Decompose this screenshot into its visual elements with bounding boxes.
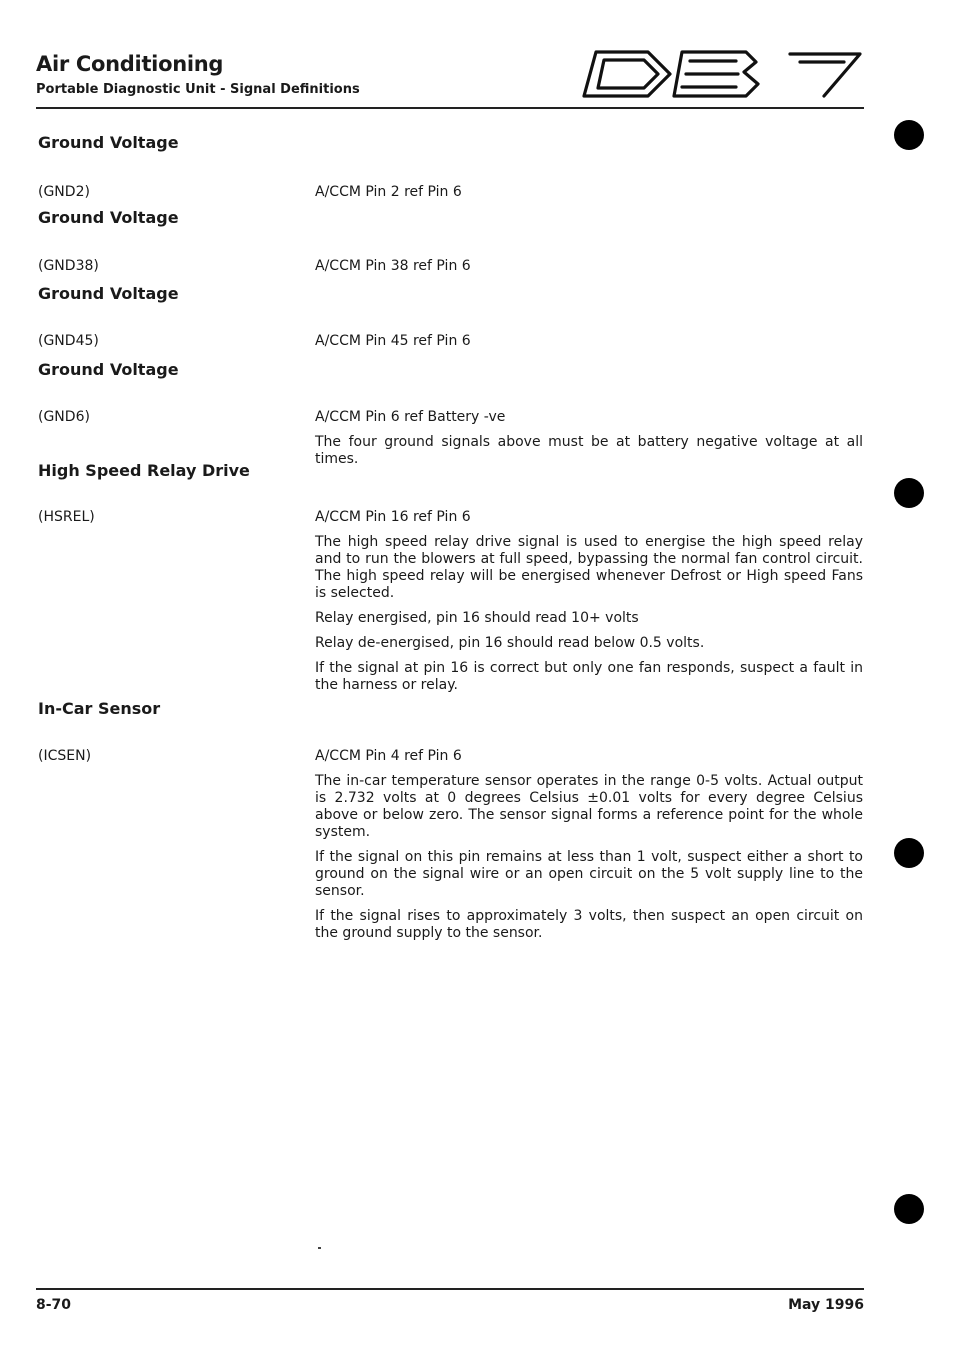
signal-description-gnd45	[315, 333, 863, 358]
paragraph: If the signal at pin 16 is correct but only one fan responds, suspect a fault in the harness or relay.	[315, 660, 863, 693]
signal-code-gnd45: (GND45)	[38, 333, 99, 349]
signal-code-gnd38: (GND38)	[38, 258, 99, 274]
page-number: 8-70	[36, 1297, 72, 1313]
binder-hole-marker	[894, 1194, 924, 1224]
footer-rule	[36, 1288, 864, 1290]
db7-logo	[578, 44, 868, 104]
signal-description-gnd38	[315, 258, 863, 283]
stray-mark	[318, 1247, 321, 1249]
section-heading-icsen: In-Car Sensor	[38, 699, 161, 718]
signal-code-gnd2: (GND2)	[38, 184, 90, 200]
binder-hole-marker	[894, 838, 924, 868]
paragraph: Relay energised, pin 16 should read 10+ volts	[315, 610, 639, 626]
paragraph: A/CCM Pin 45 ref Pin 6	[315, 333, 471, 349]
paragraph: If the signal on this pin remains at less than 1 volt, suspect either a short to ground on the signal wire or an open circuit on the 5 volt supply line to the sensor.	[315, 849, 863, 899]
signal-description-gnd2	[315, 184, 863, 209]
signal-code-gnd6: (GND6)	[38, 409, 90, 425]
signal-description-icsen	[315, 748, 863, 950]
paragraph: If the signal rises to approximately 3 volts, then suspect an open circuit on the ground supply to the sensor.	[315, 908, 863, 941]
paragraph: A/CCM Pin 16 ref Pin 6	[315, 509, 471, 525]
paragraph: A/CCM Pin 38 ref Pin 6	[315, 258, 471, 274]
signal-code-icsen: (ICSEN)	[38, 748, 92, 764]
signal-description-gnd6	[315, 409, 863, 476]
page-title: Air Conditioning	[36, 52, 224, 76]
binder-hole-marker	[894, 478, 924, 508]
section-heading-gnd2: Ground Voltage	[38, 133, 179, 152]
publication-date: May 1996	[788, 1297, 864, 1313]
binder-hole-marker	[894, 120, 924, 150]
section-heading-hsrel: High Speed Relay Drive	[38, 461, 250, 480]
section-heading-gnd45: Ground Voltage	[38, 284, 179, 303]
signal-description-hsrel	[315, 509, 863, 702]
section-heading-gnd38: Ground Voltage	[38, 208, 179, 227]
paragraph: Relay de-energised, pin 16 should read below 0.5 volts.	[315, 635, 705, 651]
page-subtitle: Portable Diagnostic Unit - Signal Definitions	[36, 82, 360, 97]
paragraph: The four ground signals above must be at battery negative voltage at all times.	[315, 434, 863, 467]
section-heading-gnd6: Ground Voltage	[38, 360, 179, 379]
header-rule	[36, 107, 864, 109]
paragraph: A/CCM Pin 6 ref Battery -ve	[315, 409, 506, 425]
signal-code-hsrel: (HSREL)	[38, 509, 95, 525]
paragraph: A/CCM Pin 2 ref Pin 6	[315, 184, 462, 200]
paragraph: The high speed relay drive signal is used to energise the high speed relay and to run the blowers at full speed, bypassing the normal fan control circuit. The high speed relay will be energised whenever Defrost or High speed Fans is selected.	[315, 534, 863, 601]
paragraph: A/CCM Pin 4 ref Pin 6	[315, 748, 462, 764]
paragraph: The in-car temperature sensor operates in the range 0-5 volts. Actual output is 2.732 volts at 0 degrees Celsius ±0.01 volts for every degree Celsius above or below zero. The sensor signal forms a reference point for the whole system.	[315, 773, 863, 840]
